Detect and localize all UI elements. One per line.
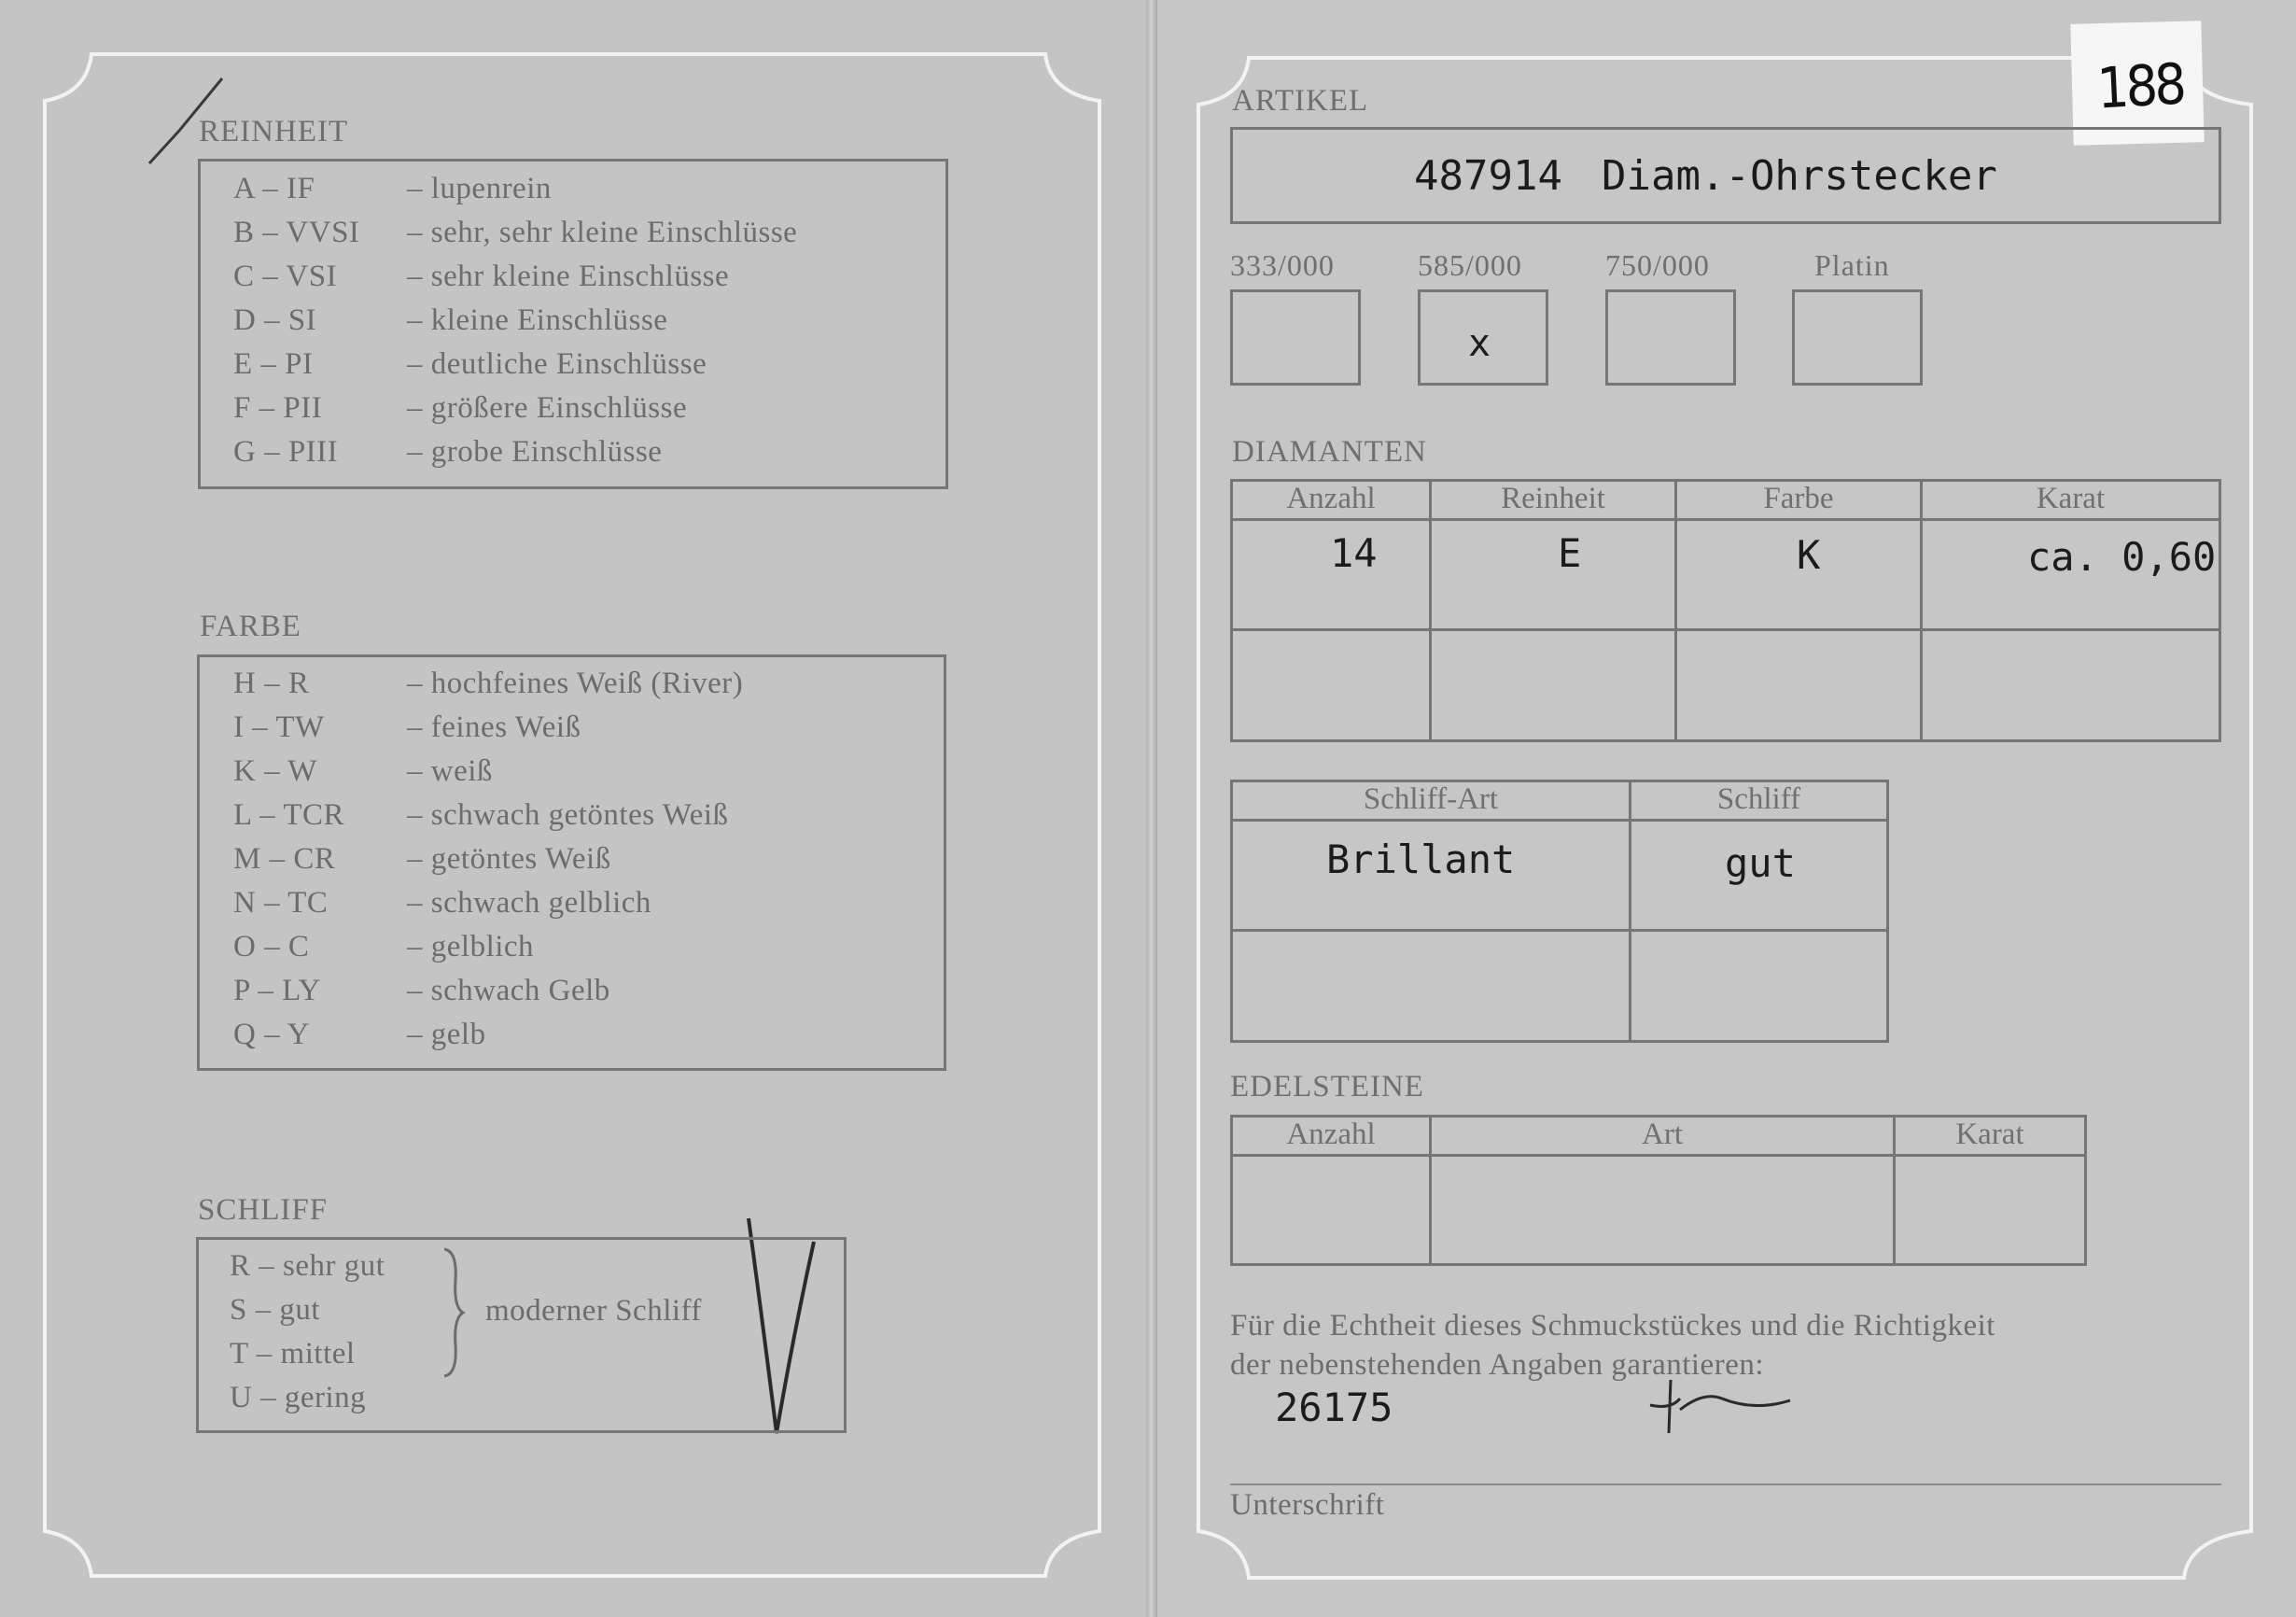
reinheit-desc: – lupenrein <box>407 172 552 205</box>
farbe-code: P – LY <box>233 974 321 1007</box>
reinheit-code: C – VSI <box>233 260 338 293</box>
diamanten-value: E <box>1558 530 1582 576</box>
edelsteine-row <box>1232 1156 2086 1265</box>
artikel-title: ARTIKEL <box>1232 84 1369 118</box>
metal-mark: x <box>1468 322 1491 365</box>
diamanten-title: DIAMANTEN <box>1232 435 1427 469</box>
diamanten-header: Reinheit <box>1431 481 1676 520</box>
diamanten-value: 14 <box>1330 530 1378 576</box>
brace-icon <box>439 1247 467 1378</box>
diamanten-header: Farbe <box>1676 481 1922 520</box>
metal-label: 333/000 <box>1230 248 1335 282</box>
schliff-cell <box>1631 931 1888 1042</box>
edelsteine-header: Karat <box>1895 1117 2086 1156</box>
reinheit-desc: – deutliche Einschlüsse <box>407 347 707 381</box>
diamanten-row <box>1232 520 2220 630</box>
diamanten-cell <box>1922 520 2220 630</box>
artikel-name: Diam.-Ohrstecker <box>1602 152 1997 200</box>
guarantee-line-2: der nebenstehenden Angaben garantieren: <box>1230 1348 1765 1382</box>
diamanten-row <box>1232 630 2220 741</box>
schliff-code: T – mittel <box>230 1337 356 1371</box>
farbe-title: FARBE <box>200 610 301 643</box>
diamanten-cell <box>1431 630 1676 741</box>
schliff-cell <box>1232 931 1631 1042</box>
schliff-cell <box>1232 821 1631 931</box>
schliff-code: U – gering <box>230 1381 367 1414</box>
reinheit-desc: – größere Einschlüsse <box>407 391 688 425</box>
farbe-code: Q – Y <box>233 1018 310 1051</box>
edelsteine-header: Art <box>1431 1117 1895 1156</box>
farbe-desc: – gelblich <box>407 930 535 963</box>
metal-label: 585/000 <box>1418 248 1522 282</box>
farbe-code: L – TCR <box>233 798 345 832</box>
schliff-group-label: moderner Schliff <box>485 1294 702 1328</box>
artikel-number: 487914 <box>1414 152 1562 200</box>
schliff-cell <box>1631 821 1888 931</box>
metal-box <box>1792 289 1923 386</box>
diamanten-value: ca. 0,60 <box>2027 534 2217 580</box>
diamanten-cell <box>1676 630 1922 741</box>
corner-note: 188 <box>2095 51 2185 122</box>
diamanten-cell <box>1431 520 1676 630</box>
farbe-desc: – schwach getöntes Weiß <box>407 798 729 832</box>
farbe-code: K – W <box>233 754 317 788</box>
diamanten-cell <box>1232 630 1431 741</box>
reinheit-desc: – sehr, sehr kleine Einschlüsse <box>407 216 798 249</box>
reinheit-desc: – kleine Einschlüsse <box>407 303 668 337</box>
schliff-table <box>1230 780 1889 1043</box>
farbe-code: H – R <box>233 667 310 700</box>
reinheit-code: D – SI <box>233 303 317 337</box>
metal-box <box>1605 289 1736 386</box>
diamanten-cell <box>1232 520 1431 630</box>
farbe-code: M – CR <box>233 842 336 876</box>
edelsteine-header: Anzahl <box>1232 1117 1431 1156</box>
reinheit-title: REINHEIT <box>199 115 349 148</box>
farbe-desc: – getöntes Weiß <box>407 842 611 876</box>
metal-label: 750/000 <box>1605 248 1710 282</box>
reinheit-desc: – sehr kleine Einschlüsse <box>407 260 730 293</box>
diamanten-header: Karat <box>1922 481 2220 520</box>
schliff-value: gut <box>1725 840 1796 886</box>
reinheit-code: B – VVSI <box>233 216 360 249</box>
schliff-row <box>1232 931 1888 1042</box>
schliff-code: R – sehr gut <box>230 1249 385 1283</box>
schliff-code: S – gut <box>230 1293 321 1327</box>
farbe-code: I – TW <box>233 710 325 744</box>
schliff-title: SCHLIFF <box>198 1193 329 1227</box>
diamanten-header: Anzahl <box>1232 481 1431 520</box>
edelsteine-cell <box>1895 1156 2086 1265</box>
farbe-code: N – TC <box>233 886 329 920</box>
metal-label: Platin <box>1814 248 1890 282</box>
signature-label: Unterschrift <box>1230 1488 1385 1522</box>
reinheit-code: A – IF <box>233 172 315 205</box>
diamanten-cell <box>1676 520 1922 630</box>
guarantee-line-1: Für die Echtheit dieses Schmuckstückes und die Richtigkeit <box>1230 1309 1995 1343</box>
farbe-code: O – C <box>233 930 310 963</box>
diamanten-table <box>1230 479 2221 742</box>
diamanten-cell <box>1922 630 2220 741</box>
reinheit-desc: – grobe Einschlüsse <box>407 435 663 469</box>
guarantee-code: 26175 <box>1275 1385 1393 1430</box>
farbe-desc: – gelb <box>407 1018 486 1051</box>
farbe-desc: – schwach Gelb <box>407 974 610 1007</box>
reinheit-code: F – PII <box>233 391 323 425</box>
farbe-desc: – hochfeines Weiß (River) <box>407 667 744 700</box>
schliff-header: Schliff-Art <box>1232 781 1631 821</box>
edelsteine-cell <box>1431 1156 1895 1265</box>
edelsteine-title: EDELSTEINE <box>1230 1070 1424 1104</box>
schliff-row <box>1232 821 1888 931</box>
metal-box <box>1230 289 1361 386</box>
schliff-value: Brillant <box>1326 837 1516 882</box>
signature-scribble <box>1650 1380 1790 1433</box>
farbe-desc: – schwach gelblich <box>407 886 651 920</box>
farbe-desc: – feines Weiß <box>407 710 581 744</box>
edelsteine-table <box>1230 1115 2087 1266</box>
edelsteine-cell <box>1232 1156 1431 1265</box>
schliff-header: Schliff <box>1631 781 1888 821</box>
reinheit-code: E – PI <box>233 347 314 381</box>
farbe-desc: – weiß <box>407 754 493 788</box>
reinheit-code: G – PIII <box>233 435 339 469</box>
diamanten-value: K <box>1797 532 1821 578</box>
